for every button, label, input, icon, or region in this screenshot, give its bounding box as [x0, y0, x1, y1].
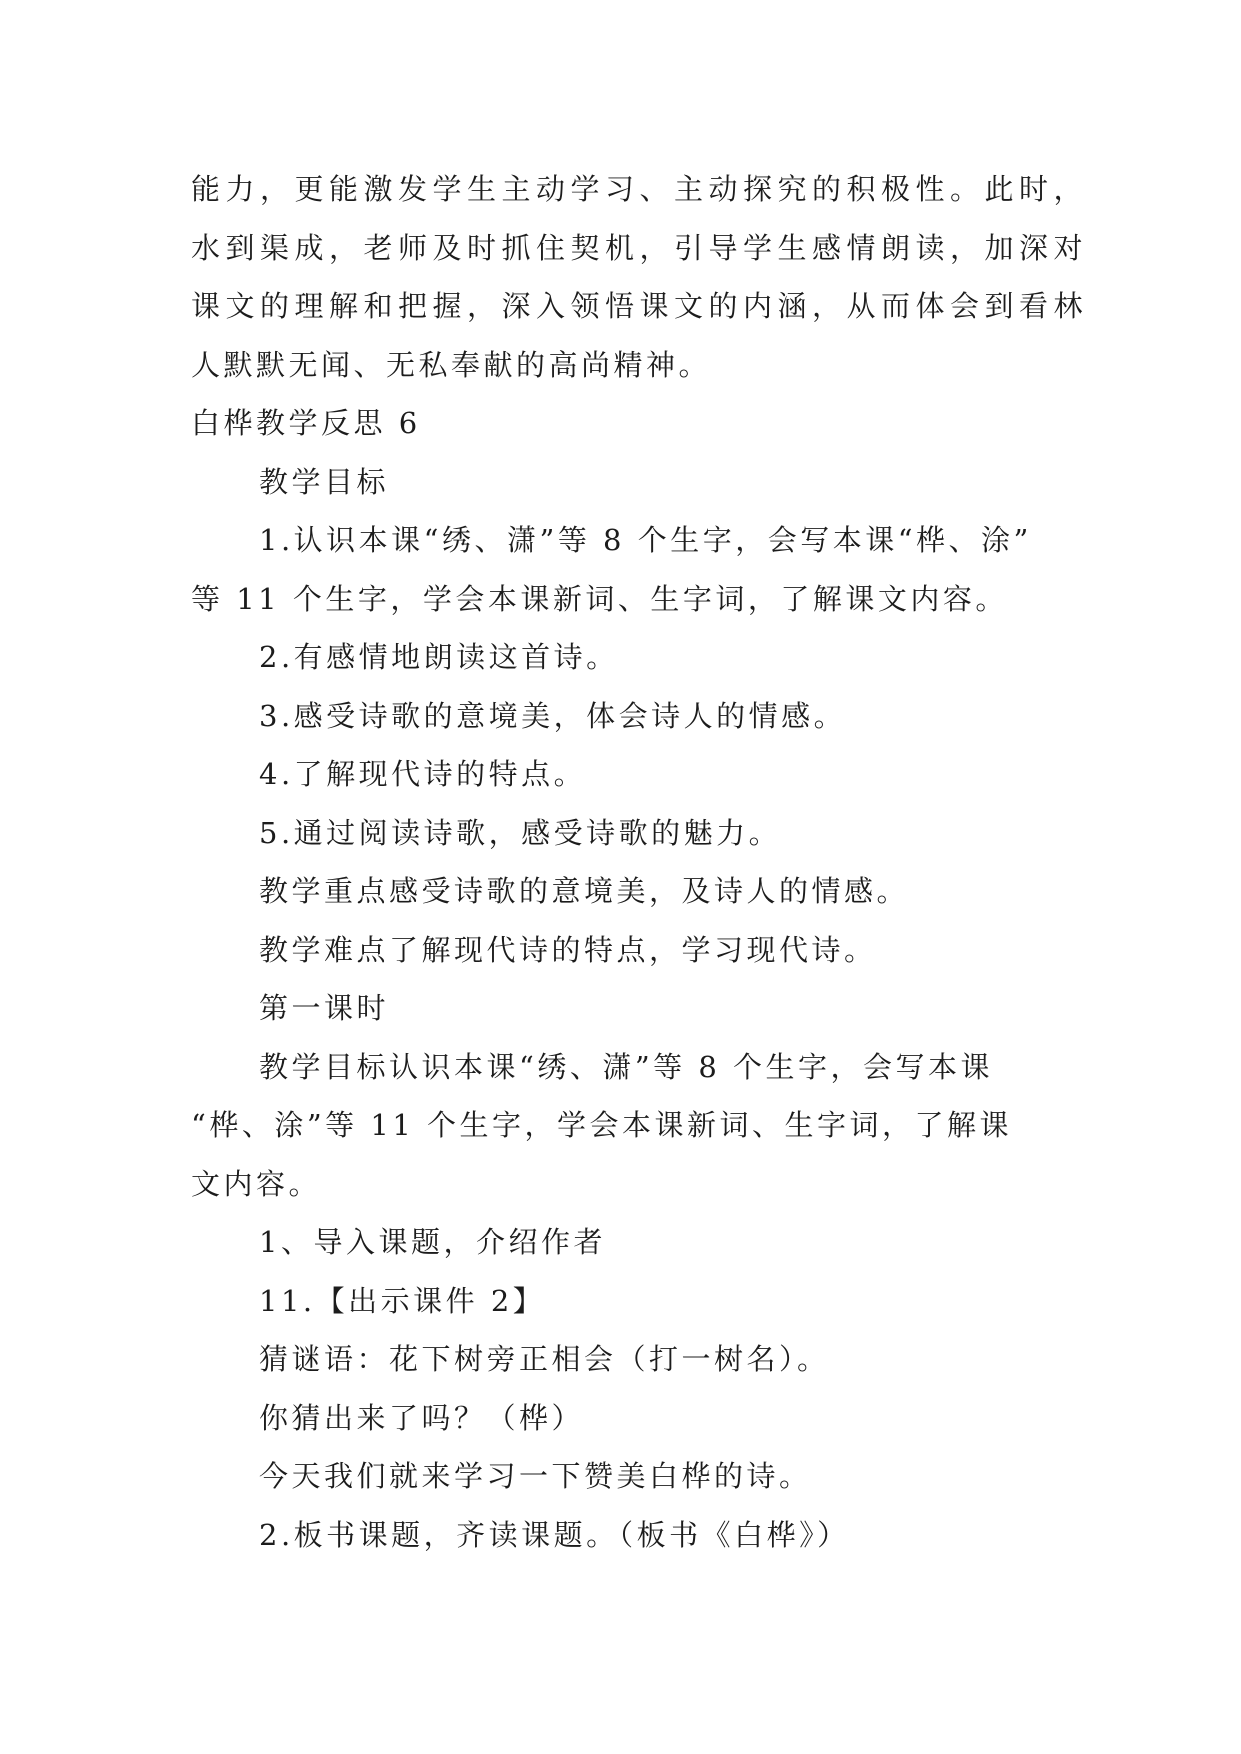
- text-line: 你猜出来了吗？（桦）: [259, 1400, 585, 1435]
- text-line: 教学目标认识本课“绣、潇”等 8 个生字，会写本课: [259, 1049, 994, 1084]
- paragraph-step-1: [191, 1213, 1241, 1272]
- paragraph-courseware: [191, 1272, 1241, 1331]
- paragraph-intro: [191, 1447, 1241, 1506]
- paragraph-goal-2: [191, 628, 1241, 687]
- text-line: “桦、涂”等 11 个生字，学会本课新词、生字词，了解课: [191, 1108, 1012, 1142]
- text-line: 教学目标: [259, 464, 390, 499]
- paragraph-riddle-answer: [191, 1389, 1241, 1448]
- text-line: 今天我们就来学习一下赞美白桦的诗。: [259, 1459, 812, 1493]
- paragraph-continuation: [191, 160, 1241, 394]
- text-line: 2.板书课题，齐读课题。（板书《白桦》）: [259, 1517, 850, 1552]
- paragraph-lesson-goals: [191, 1038, 1241, 1214]
- paragraph-goal-1: [191, 511, 1241, 628]
- text-line: 11.【出示课件 2】: [259, 1283, 546, 1318]
- text-line: 教学难点了解现代诗的特点，学习现代诗。: [259, 932, 877, 967]
- paragraph-riddle: [191, 1330, 1241, 1389]
- text-line: 教学重点感受诗歌的意境美，及诗人的情感。: [259, 874, 910, 908]
- text-line: 水到渠成，老师及时抓住契机，引导学生感情朗读，加深对: [191, 230, 1086, 265]
- text-line: 能力，更能激发学生主动学习、主动探究的积极性。此时，: [191, 172, 1086, 206]
- paragraph-goal-3: [191, 687, 1241, 746]
- text-line: 等 11 个生字，学会本课新词、生字词，了解课文内容。: [191, 581, 1008, 616]
- text-line: 文内容。: [191, 1166, 322, 1201]
- text-line: 课文的理解和把握，深入领悟课文的内涵，从而体会到看林: [191, 289, 1086, 323]
- text-line: 1、导入课题，介绍作者: [259, 1225, 606, 1259]
- text-line: 猜谜语：花下树旁正相会（打一树名）。: [259, 1342, 830, 1376]
- text-line: 1.认识本课“绣、潇”等 8 个生字，会写本课“桦、涂”: [259, 523, 1032, 557]
- text-line: 4.了解现代诗的特点。: [259, 757, 587, 791]
- text-line: 3.感受诗歌的意境美，体会诗人的情感。: [259, 698, 847, 733]
- paragraph-goal-4: [191, 745, 1241, 804]
- heading-text: 白桦教学反思 6: [191, 406, 421, 440]
- text-line: 5.通过阅读诗歌，感受诗歌的魅力。: [259, 815, 782, 850]
- text-line: 人默默无闻、无私奉献的高尚精神。: [191, 347, 712, 382]
- paragraph-first-lesson: [191, 979, 1241, 1038]
- text-line: 第一课时: [259, 991, 390, 1025]
- paragraph-goal-5: [191, 804, 1241, 863]
- paragraph-key-points: [191, 862, 1241, 921]
- paragraph-difficulties: [191, 921, 1241, 980]
- paragraph-teaching-goals-label: [191, 453, 1241, 512]
- section-heading: [191, 394, 1241, 453]
- text-line: 2.有感情地朗读这首诗。: [259, 640, 619, 674]
- paragraph-step-2: [191, 1506, 1241, 1565]
